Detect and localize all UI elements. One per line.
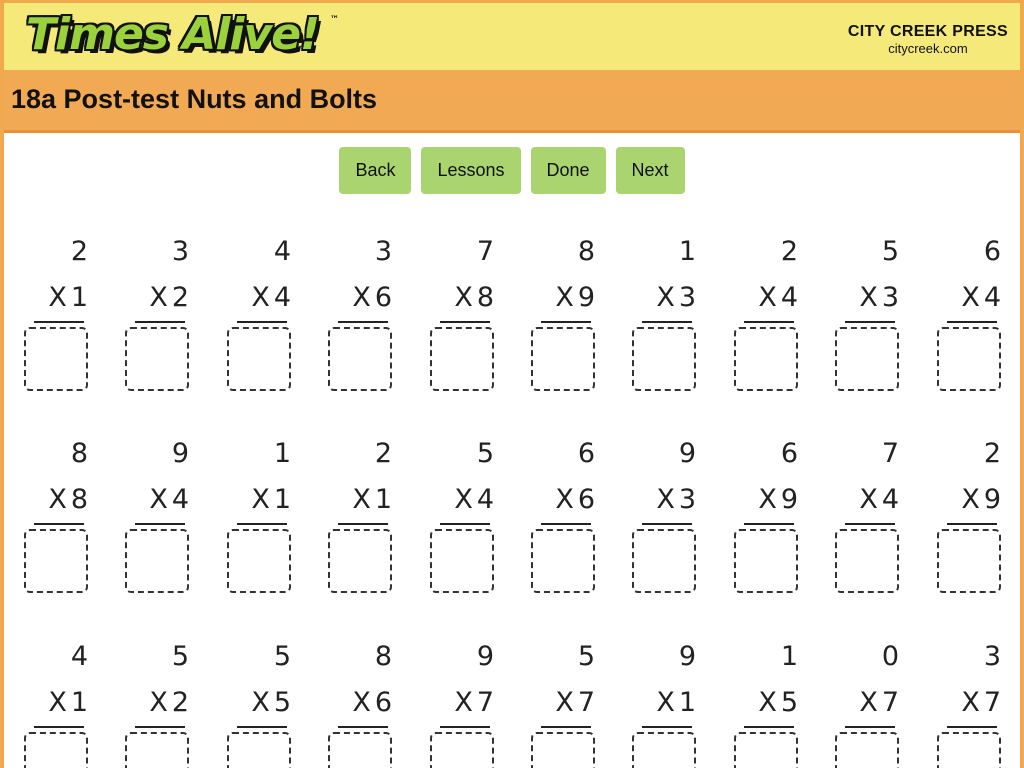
answer-box[interactable] bbox=[632, 327, 696, 391]
multiplier: 1 bbox=[678, 687, 696, 718]
answer-box[interactable] bbox=[24, 327, 88, 391]
times-sign: X bbox=[555, 282, 574, 313]
times-sign: X bbox=[149, 687, 168, 718]
answer-box[interactable] bbox=[531, 327, 595, 391]
times-sign: X bbox=[48, 484, 67, 515]
answer-box[interactable] bbox=[227, 327, 291, 391]
multiplicand: 2 bbox=[780, 236, 798, 267]
multiplier-row bbox=[531, 281, 599, 315]
problem-card bbox=[125, 235, 193, 405]
multiplier-row bbox=[937, 483, 1005, 517]
problem-card bbox=[531, 437, 599, 607]
answer-box[interactable] bbox=[632, 529, 696, 593]
answer-rule bbox=[338, 321, 388, 323]
times-sign: X bbox=[352, 282, 371, 313]
answer-box[interactable] bbox=[24, 732, 88, 768]
multiplier-row bbox=[632, 281, 700, 315]
multiplier: 2 bbox=[171, 282, 189, 313]
answer-box[interactable] bbox=[430, 327, 494, 391]
multiplier-row bbox=[125, 686, 193, 720]
multiplicand: 8 bbox=[577, 236, 595, 267]
multiplier-row bbox=[430, 281, 498, 315]
multiplier-row bbox=[835, 281, 903, 315]
multiplier: 5 bbox=[780, 687, 798, 718]
problem-card bbox=[937, 235, 1005, 405]
multiplier: 9 bbox=[983, 484, 1001, 515]
problem-card bbox=[835, 437, 903, 607]
problem-card bbox=[430, 235, 498, 405]
done-button[interactable]: Done bbox=[531, 147, 606, 194]
publisher-name: CITY CREEK PRESS bbox=[847, 23, 1008, 40]
times-sign: X bbox=[656, 282, 675, 313]
multiplicand: 0 bbox=[881, 641, 899, 672]
answer-rule bbox=[744, 321, 794, 323]
multiplier-row bbox=[937, 686, 1005, 720]
multiplicand: 6 bbox=[983, 236, 1001, 267]
multiplier: 6 bbox=[577, 484, 595, 515]
times-sign: X bbox=[149, 484, 168, 515]
multiplicand: 6 bbox=[577, 438, 595, 469]
times-sign: X bbox=[454, 687, 473, 718]
answer-rule bbox=[744, 523, 794, 525]
answer-rule bbox=[642, 523, 692, 525]
next-button[interactable]: Next bbox=[616, 147, 685, 194]
back-button[interactable]: Back bbox=[339, 147, 411, 194]
answer-rule bbox=[845, 726, 895, 728]
multiplicand: 1 bbox=[678, 236, 696, 267]
problem-card bbox=[328, 437, 396, 607]
problem-card bbox=[734, 437, 802, 607]
answer-rule bbox=[440, 726, 490, 728]
multiplicand: 6 bbox=[780, 438, 798, 469]
answer-box[interactable] bbox=[632, 732, 696, 768]
multiplicand: 9 bbox=[476, 641, 494, 672]
times-sign: X bbox=[758, 282, 777, 313]
multiplier-row bbox=[734, 686, 802, 720]
problem-card bbox=[328, 235, 396, 405]
multiplicand: 8 bbox=[374, 641, 392, 672]
problem-card bbox=[430, 437, 498, 607]
answer-box[interactable] bbox=[734, 529, 798, 593]
problem-card bbox=[125, 437, 193, 607]
answer-box[interactable] bbox=[328, 732, 392, 768]
multiplier: 4 bbox=[476, 484, 494, 515]
multiplier-row bbox=[430, 686, 498, 720]
answer-box[interactable] bbox=[734, 327, 798, 391]
multiplier: 4 bbox=[273, 282, 291, 313]
times-sign: X bbox=[961, 484, 980, 515]
answer-box[interactable] bbox=[937, 327, 1001, 391]
problem-card bbox=[835, 640, 903, 768]
publisher-url: citycreek.com bbox=[888, 41, 968, 56]
multiplicand: 3 bbox=[171, 236, 189, 267]
multiplier: 8 bbox=[476, 282, 494, 313]
answer-rule bbox=[237, 321, 287, 323]
multiplicand: 7 bbox=[881, 438, 899, 469]
times-sign: X bbox=[454, 484, 473, 515]
answer-rule bbox=[237, 523, 287, 525]
multiplier-row bbox=[835, 483, 903, 517]
multiplier: 4 bbox=[171, 484, 189, 515]
answer-box[interactable] bbox=[125, 327, 189, 391]
answer-box[interactable] bbox=[24, 529, 88, 593]
answer-rule bbox=[845, 523, 895, 525]
answer-rule bbox=[135, 321, 185, 323]
multiplier: 3 bbox=[881, 282, 899, 313]
times-sign: X bbox=[656, 484, 675, 515]
multiplier-row bbox=[227, 686, 295, 720]
multiplier-row bbox=[531, 483, 599, 517]
answer-rule bbox=[947, 726, 997, 728]
answer-rule bbox=[34, 321, 84, 323]
problem-card bbox=[734, 640, 802, 768]
multiplier-row bbox=[734, 483, 802, 517]
problem-card bbox=[734, 235, 802, 405]
problem-card bbox=[937, 640, 1005, 768]
times-sign: X bbox=[251, 687, 270, 718]
answer-box[interactable] bbox=[328, 529, 392, 593]
problem-card bbox=[937, 437, 1005, 607]
answer-box[interactable] bbox=[835, 732, 899, 768]
multiplier: 7 bbox=[983, 687, 1001, 718]
answer-box[interactable] bbox=[835, 327, 899, 391]
answer-rule bbox=[947, 523, 997, 525]
multiplier-row bbox=[937, 281, 1005, 315]
times-sign: X bbox=[352, 687, 371, 718]
multiplier-row bbox=[632, 483, 700, 517]
problem-card bbox=[632, 640, 700, 768]
answer-rule bbox=[338, 523, 388, 525]
answer-rule bbox=[845, 321, 895, 323]
answer-rule bbox=[135, 523, 185, 525]
problem-card bbox=[24, 235, 92, 405]
answer-rule bbox=[541, 726, 591, 728]
multiplier-row bbox=[125, 483, 193, 517]
multiplier: 4 bbox=[881, 484, 899, 515]
answer-rule bbox=[34, 523, 84, 525]
times-sign: X bbox=[859, 484, 878, 515]
problem-grid bbox=[4, 3, 1020, 768]
times-sign: X bbox=[859, 282, 878, 313]
times-sign: X bbox=[555, 687, 574, 718]
multiplicand: 9 bbox=[678, 438, 696, 469]
answer-rule bbox=[338, 726, 388, 728]
answer-box[interactable] bbox=[430, 732, 494, 768]
times-sign: X bbox=[149, 282, 168, 313]
multiplier-row bbox=[227, 483, 295, 517]
answer-rule bbox=[34, 726, 84, 728]
multiplicand: 1 bbox=[273, 438, 291, 469]
multiplier: 5 bbox=[273, 687, 291, 718]
times-sign: X bbox=[48, 687, 67, 718]
problem-card bbox=[430, 640, 498, 768]
answer-box[interactable] bbox=[430, 529, 494, 593]
multiplier: 9 bbox=[780, 484, 798, 515]
answer-rule bbox=[541, 321, 591, 323]
answer-box[interactable] bbox=[227, 732, 291, 768]
multiplicand: 5 bbox=[476, 438, 494, 469]
times-alive-logo: Times Alive! bbox=[26, 9, 320, 60]
multiplier-row bbox=[328, 686, 396, 720]
multiplier: 1 bbox=[70, 687, 88, 718]
answer-rule bbox=[237, 726, 287, 728]
multiplier: 7 bbox=[476, 687, 494, 718]
multiplier: 4 bbox=[983, 282, 1001, 313]
multiplier-row bbox=[24, 483, 92, 517]
multiplicand: 2 bbox=[983, 438, 1001, 469]
times-sign: X bbox=[961, 687, 980, 718]
multiplier: 9 bbox=[577, 282, 595, 313]
answer-box[interactable] bbox=[937, 732, 1001, 768]
multiplier: 7 bbox=[577, 687, 595, 718]
multiplicand: 2 bbox=[70, 236, 88, 267]
problem-card bbox=[125, 640, 193, 768]
problem-card bbox=[531, 235, 599, 405]
multiplicand: 4 bbox=[70, 641, 88, 672]
times-sign: X bbox=[352, 484, 371, 515]
times-sign: X bbox=[859, 687, 878, 718]
answer-box[interactable] bbox=[531, 529, 595, 593]
multiplier-row bbox=[531, 686, 599, 720]
multiplier-row bbox=[125, 281, 193, 315]
multiplier-row bbox=[734, 281, 802, 315]
answer-rule bbox=[642, 321, 692, 323]
multiplier: 3 bbox=[678, 484, 696, 515]
answer-box[interactable] bbox=[125, 732, 189, 768]
problem-card bbox=[632, 437, 700, 607]
multiplier-row bbox=[632, 686, 700, 720]
multiplier: 1 bbox=[374, 484, 392, 515]
multiplicand: 1 bbox=[780, 641, 798, 672]
problem-card bbox=[835, 235, 903, 405]
multiplicand: 9 bbox=[171, 438, 189, 469]
multiplier-row bbox=[328, 281, 396, 315]
multiplier-row bbox=[24, 281, 92, 315]
multiplicand: 5 bbox=[273, 641, 291, 672]
times-sign: X bbox=[48, 282, 67, 313]
multiplicand: 8 bbox=[70, 438, 88, 469]
problem-card bbox=[227, 437, 295, 607]
times-sign: X bbox=[251, 282, 270, 313]
answer-rule bbox=[440, 321, 490, 323]
answer-box[interactable] bbox=[734, 732, 798, 768]
multiplier-row bbox=[227, 281, 295, 315]
answer-rule bbox=[135, 726, 185, 728]
multiplier: 6 bbox=[374, 282, 392, 313]
multiplicand: 3 bbox=[374, 236, 392, 267]
multiplicand: 7 bbox=[476, 236, 494, 267]
problem-card bbox=[227, 640, 295, 768]
problem-card bbox=[24, 437, 92, 607]
problem-card bbox=[328, 640, 396, 768]
multiplicand: 4 bbox=[273, 236, 291, 267]
problem-card bbox=[632, 235, 700, 405]
answer-rule bbox=[947, 321, 997, 323]
multiplier-row bbox=[430, 483, 498, 517]
multiplicand: 5 bbox=[881, 236, 899, 267]
multiplier-row bbox=[835, 686, 903, 720]
answer-box[interactable] bbox=[531, 732, 595, 768]
times-sign: X bbox=[251, 484, 270, 515]
multiplicand: 5 bbox=[577, 641, 595, 672]
answer-box[interactable] bbox=[125, 529, 189, 593]
answer-rule bbox=[744, 726, 794, 728]
trademark-mark: ™ bbox=[330, 15, 339, 25]
multiplier: 2 bbox=[171, 687, 189, 718]
problem-card bbox=[24, 640, 92, 768]
multiplicand: 2 bbox=[374, 438, 392, 469]
answer-box[interactable] bbox=[227, 529, 291, 593]
times-sign: X bbox=[758, 687, 777, 718]
multiplicand: 9 bbox=[678, 641, 696, 672]
answer-box[interactable] bbox=[937, 529, 1001, 593]
multiplier: 1 bbox=[70, 282, 88, 313]
multiplier: 4 bbox=[780, 282, 798, 313]
times-sign: X bbox=[961, 282, 980, 313]
multiplier: 7 bbox=[881, 687, 899, 718]
answer-rule bbox=[440, 523, 490, 525]
multiplier: 8 bbox=[70, 484, 88, 515]
lessons-button[interactable]: Lessons bbox=[421, 147, 520, 194]
problem-card bbox=[531, 640, 599, 768]
times-sign: X bbox=[758, 484, 777, 515]
times-sign: X bbox=[454, 282, 473, 313]
page-title: 18a Post-test Nuts and Bolts bbox=[11, 84, 378, 114]
answer-rule bbox=[541, 523, 591, 525]
multiplicand: 5 bbox=[171, 641, 189, 672]
problem-card bbox=[227, 235, 295, 405]
multiplier: 1 bbox=[273, 484, 291, 515]
answer-box[interactable] bbox=[835, 529, 899, 593]
times-sign: X bbox=[656, 687, 675, 718]
multiplier-row bbox=[328, 483, 396, 517]
multiplier: 3 bbox=[678, 282, 696, 313]
answer-box[interactable] bbox=[328, 327, 392, 391]
answer-rule bbox=[642, 726, 692, 728]
multiplicand: 3 bbox=[983, 641, 1001, 672]
multiplier: 6 bbox=[374, 687, 392, 718]
multiplier-row bbox=[24, 686, 92, 720]
times-sign: X bbox=[555, 484, 574, 515]
